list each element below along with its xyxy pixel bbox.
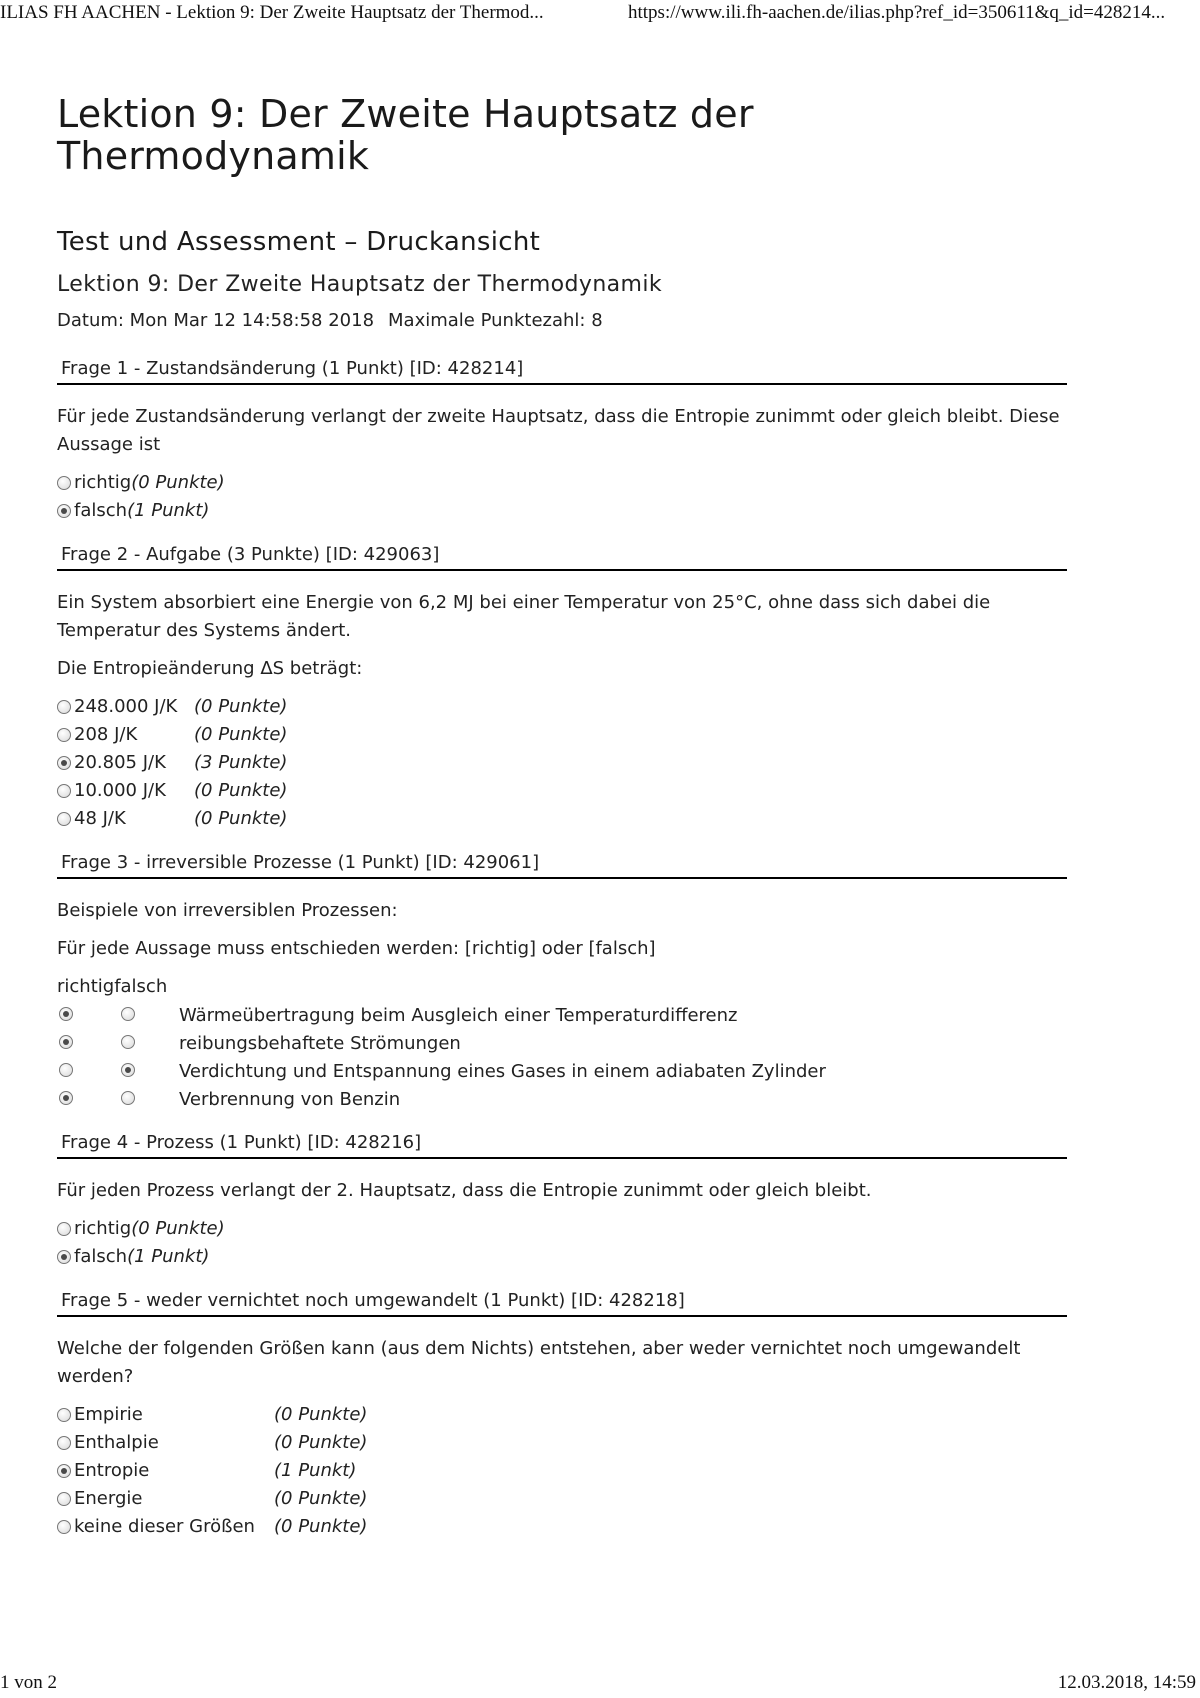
answer-option[interactable] <box>57 1215 1067 1243</box>
answer-option[interactable] <box>57 1485 1067 1513</box>
question-text: Ein System absorbiert eine Energie von 6,2 MJ bei einer Temperatur von 25°C, ohne dass sich dabei die Temperatur des Systems ändert. <box>57 592 991 641</box>
answer-option[interactable] <box>57 805 1067 833</box>
option-label: Empirie <box>74 1404 143 1425</box>
option-points: (1 Punkt) <box>127 500 210 521</box>
answer-option[interactable] <box>57 1429 1067 1457</box>
question-heading: Frage 5 - weder vernichtet noch umgewandelt (1 Punkt) [ID: 428218] <box>57 1289 1067 1317</box>
radio-richtig[interactable] <box>59 1035 73 1049</box>
radio-button[interactable] <box>57 1520 71 1534</box>
question-2 <box>57 543 1067 833</box>
radio-falsch[interactable] <box>121 1063 135 1077</box>
option-points: (0 Punkte) <box>131 1218 225 1239</box>
radio-button[interactable] <box>57 1492 71 1506</box>
print-footer <box>0 1670 1200 1698</box>
statement-text: Verbrennung von Benzin <box>179 1088 401 1110</box>
option-points: (1 Punkt) <box>274 1460 357 1481</box>
radio-falsch[interactable] <box>121 1035 135 1049</box>
page-subtitle: Test und Assessment – Druckansicht <box>57 227 541 257</box>
radio-falsch[interactable] <box>121 1091 135 1105</box>
question-text: Für jeden Prozess verlangt der 2. Hauptsatz, dass die Entropie zunimmt oder gleich bleibt. <box>57 1180 872 1201</box>
test-name: Lektion 9: Der Zweite Hauptsatz der Thermodynamik <box>57 272 663 297</box>
test-date: Datum: Mon Mar 12 14:58:58 2018 <box>57 310 375 331</box>
statement-text: Wärmeübertragung beim Ausgleich einer Temperaturdifferenz <box>179 1004 738 1026</box>
question-text: Für jede Zustandsänderung verlangt der zweite Hauptsatz, dass die Entropie zunimmt oder gleich bleibt. Diese Aussage ist <box>57 406 1060 455</box>
max-points: Maximale Punktezahl: 8 <box>388 310 603 331</box>
radio-button[interactable] <box>57 700 71 714</box>
question-3 <box>57 851 1067 1113</box>
answer-options <box>57 1215 1067 1271</box>
radio-richtig[interactable] <box>59 1091 73 1105</box>
question-4 <box>57 1131 1067 1271</box>
option-label: falsch <box>74 1246 128 1267</box>
radio-button[interactable] <box>57 728 71 742</box>
answer-option[interactable] <box>57 1457 1067 1485</box>
option-points: (3 Punkte) <box>194 752 288 773</box>
answer-option[interactable] <box>57 749 1067 777</box>
option-label: 248.000 J/K <box>74 696 178 717</box>
answer-option[interactable] <box>57 777 1067 805</box>
question-heading: Frage 1 - Zustandsänderung (1 Punkt) [ID: 428214] <box>57 357 1067 385</box>
print-header <box>0 0 1200 30</box>
radio-richtig[interactable] <box>59 1063 73 1077</box>
option-label: Enthalpie <box>74 1432 159 1453</box>
answer-option[interactable] <box>57 721 1067 749</box>
option-label: 20.805 J/K <box>74 752 166 773</box>
question-5 <box>57 1289 1067 1541</box>
option-points: (0 Punkte) <box>274 1404 368 1425</box>
matrix-row <box>57 1057 1067 1085</box>
print-datetime: 12.03.2018, 14:59 <box>1057 1672 1196 1693</box>
radio-button[interactable] <box>57 784 71 798</box>
option-points: (0 Punkte) <box>274 1432 368 1453</box>
radio-button[interactable] <box>57 476 71 490</box>
option-label: keine dieser Größen <box>74 1516 255 1537</box>
matrix-row <box>57 1085 1067 1113</box>
header-url: https://www.ili.fh-aachen.de/ilias.php?ref_id=350611&q_id=428214... <box>628 2 1166 23</box>
question-text: Beispiele von irreversiblen Prozessen: <box>57 900 398 921</box>
question-text: Welche der folgenden Größen kann (aus dem Nichts) entstehen, aber weder vernichtet noch umgewandelt werden? <box>57 1338 1021 1387</box>
option-points: (0 Punkte) <box>194 780 288 801</box>
option-label: Entropie <box>74 1460 150 1481</box>
radio-button-checked[interactable] <box>57 756 71 770</box>
radio-richtig[interactable] <box>59 1007 73 1021</box>
question-heading: Frage 2 - Aufgabe (3 Punkte) [ID: 429063] <box>57 543 1067 571</box>
matrix-row <box>57 1029 1067 1057</box>
matrix-row <box>57 1001 1067 1029</box>
answer-options <box>57 693 1067 833</box>
header-title: ILIAS FH AACHEN - Lektion 9: Der Zweite Hauptsatz der Thermod... <box>0 2 544 23</box>
question-subtext: Für jede Aussage muss entschieden werden: [richtig] oder [falsch] <box>57 938 656 959</box>
radio-button[interactable] <box>57 812 71 826</box>
page-title: Lektion 9: Der Zweite Hauptsatz der Thermodynamik <box>57 92 754 178</box>
statement-matrix <box>57 1001 1067 1113</box>
test-meta <box>57 309 1067 333</box>
answer-option[interactable] <box>57 497 1067 525</box>
option-points: (0 Punkte) <box>194 724 288 745</box>
answer-option[interactable] <box>57 1401 1067 1429</box>
radio-falsch[interactable] <box>121 1007 135 1021</box>
matrix-header: richtigfalsch <box>57 976 168 997</box>
radio-button[interactable] <box>57 1408 71 1422</box>
option-points: (0 Punkte) <box>274 1488 368 1509</box>
option-label: 208 J/K <box>74 724 138 745</box>
option-label: 48 J/K <box>74 808 126 829</box>
question-subtext: Die Entropieänderung ΔS beträgt: <box>57 658 363 679</box>
page-content <box>57 93 1067 1559</box>
radio-button-checked[interactable] <box>57 1250 71 1264</box>
option-label: richtig <box>74 1218 132 1239</box>
question-1 <box>57 357 1067 525</box>
option-points: (0 Punkte) <box>131 472 225 493</box>
option-label: richtig <box>74 472 132 493</box>
option-points: (0 Punkte) <box>274 1516 368 1537</box>
answer-options <box>57 469 1067 525</box>
option-label: Energie <box>74 1488 143 1509</box>
answer-option[interactable] <box>57 693 1067 721</box>
radio-button[interactable] <box>57 1436 71 1450</box>
answer-option[interactable] <box>57 469 1067 497</box>
option-points: (0 Punkte) <box>194 808 288 829</box>
option-label: 10.000 J/K <box>74 780 166 801</box>
answer-option[interactable] <box>57 1513 1067 1541</box>
statement-text: reibungsbehaftete Strömungen <box>179 1032 461 1054</box>
option-points: (1 Punkt) <box>127 1246 210 1267</box>
radio-button-checked[interactable] <box>57 504 71 518</box>
question-heading: Frage 4 - Prozess (1 Punkt) [ID: 428216] <box>57 1131 1067 1159</box>
radio-button[interactable] <box>57 1222 71 1236</box>
option-label: falsch <box>74 500 128 521</box>
page-number: 1 von 2 <box>0 1672 57 1693</box>
radio-button-checked[interactable] <box>57 1464 71 1478</box>
statement-text: Verdichtung und Entspannung eines Gases in einem adiabaten Zylinder <box>179 1060 826 1082</box>
answer-option[interactable] <box>57 1243 1067 1271</box>
option-points: (0 Punkte) <box>194 696 288 717</box>
answer-options <box>57 1401 1067 1541</box>
question-heading: Frage 3 - irreversible Prozesse (1 Punkt) [ID: 429061] <box>57 851 1067 879</box>
